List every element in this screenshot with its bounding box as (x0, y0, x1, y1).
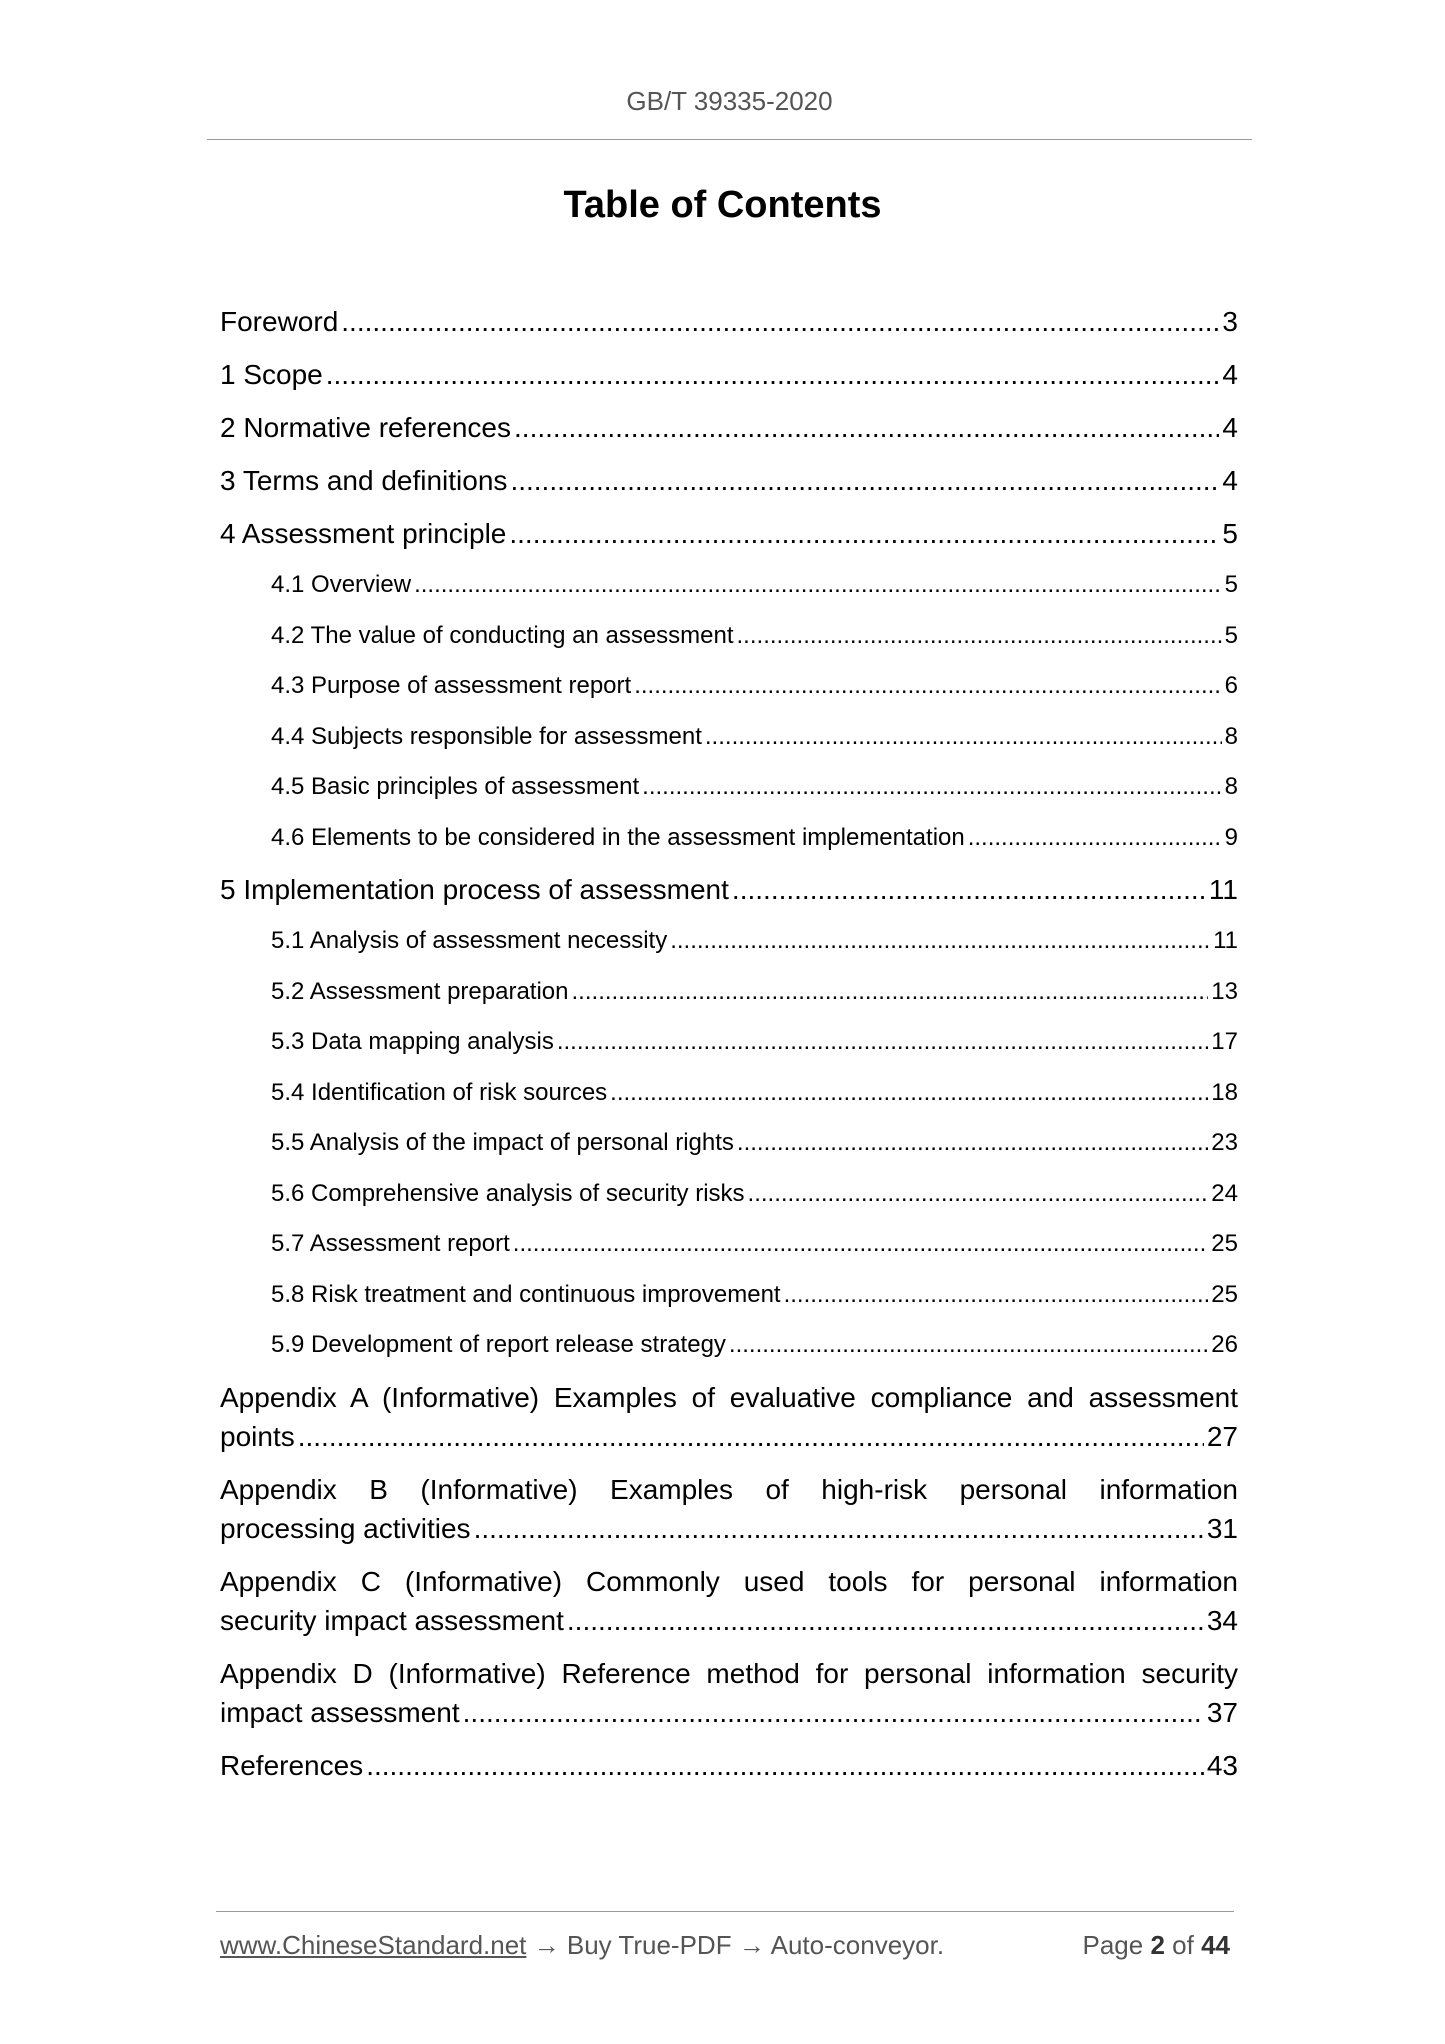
dot-leader (510, 454, 1219, 507)
of-label: of (1172, 1930, 1194, 1960)
toc-entry-title: 5.4 Identification of risk sources (271, 1078, 608, 1106)
website-link[interactable]: www.ChineseStandard.net (220, 1930, 527, 1960)
toc-page-number: 5 (1224, 621, 1238, 649)
dot-leader (737, 1118, 1208, 1169)
toc-entry-title-line2: points (220, 1420, 295, 1452)
toc-entry-title: Foreword (220, 306, 339, 337)
dot-leader (366, 1739, 1204, 1792)
toc-entry-title: 2 Normative references (220, 412, 512, 443)
toc-entry-implementation-process[interactable] (220, 863, 1238, 916)
toc-entry-4-1[interactable] (220, 560, 1238, 611)
toc-entry-5-7[interactable] (220, 1219, 1238, 1270)
dot-leader (414, 560, 1222, 611)
toc-entry-title: 5.5 Analysis of the impact of personal rights (271, 1129, 734, 1156)
toc-entry-title-line1: Appendix D (Informative) Reference method for personal information security (220, 1657, 1238, 1689)
dot-leader (326, 348, 1220, 401)
footer-promo (220, 1930, 944, 1961)
toc-page-number: 4 (1222, 465, 1238, 496)
toc-entry-title: 4 Assessment principle (220, 518, 507, 549)
toc-page-number: 26 (1211, 1331, 1238, 1358)
toc-entry-title: 4.3 Purpose of assessment report (271, 672, 632, 699)
toc-entry-5-5[interactable] (220, 1118, 1238, 1169)
toc-page-number: 9 (1224, 823, 1238, 851)
toc-entry-title: 4.5 Basic principles of assessment (271, 773, 640, 800)
toc-page-number: 11 (1213, 927, 1238, 954)
toc-entry-5-2[interactable] (220, 967, 1238, 1018)
toc-entry-4-4[interactable] (220, 712, 1238, 763)
dot-leader (341, 295, 1219, 348)
toc-page-number: 17 (1211, 1028, 1238, 1055)
toc-entry-title: 1 Scope (220, 359, 323, 390)
dot-leader (968, 813, 1222, 864)
arrow-icon: → (533, 1930, 560, 1960)
toc-page-number: 5 (1222, 518, 1238, 549)
toc-entry-5-3[interactable] (220, 1017, 1238, 1068)
current-page-number: 2 (1150, 1930, 1165, 1960)
toc-page-number: 6 (1224, 672, 1238, 699)
toc-entry-5-9[interactable] (220, 1320, 1238, 1371)
toc-entry-terms-definitions[interactable] (220, 454, 1238, 507)
toc-entry-title: 5.8 Risk treatment and continuous improvement (271, 1280, 781, 1308)
toc-entry-title: 3 Terms and definitions (220, 465, 508, 496)
page-label: Page (1082, 1930, 1144, 1960)
toc-entry-appendix-b[interactable] (220, 1463, 1238, 1555)
toc-entry-title-line2: security impact assessment (220, 1604, 564, 1636)
toc-entry-5-8[interactable] (220, 1270, 1238, 1321)
dot-leader (729, 1320, 1208, 1371)
toc-page-number: 8 (1224, 722, 1238, 750)
toc-entry-title: 4.6 Elements to be considered in the assessment implementation (271, 823, 965, 851)
dot-leader (784, 1270, 1209, 1321)
toc-entry-title: 5.3 Data mapping analysis (271, 1028, 554, 1055)
toc-entry-foreword[interactable] (220, 295, 1238, 348)
buy-true-pdf-text: Buy True-PDF (566, 1930, 732, 1960)
dot-leader (634, 661, 1221, 712)
toc-page-number: 25 (1211, 1280, 1238, 1308)
toc-entry-title-line1: Appendix A (Informative) Examples of evaluative compliance and assessment (220, 1381, 1238, 1413)
toc-page-number: 11 (1208, 874, 1238, 905)
toc-entry-title: 4.1 Overview (271, 571, 412, 598)
dot-leader (298, 1417, 1204, 1456)
toc-entry-scope[interactable] (220, 348, 1238, 401)
toc-entry-title-line1: Appendix B (Informative) Examples of high-risk personal information (220, 1473, 1238, 1505)
dot-leader (732, 863, 1206, 916)
toc-entry-appendix-c[interactable] (220, 1555, 1238, 1647)
toc-entry-title: 5.1 Analysis of assessment necessity (271, 927, 668, 954)
dot-leader (572, 967, 1209, 1018)
dot-leader (642, 762, 1221, 813)
dot-leader (610, 1068, 1208, 1119)
page-footer (220, 1930, 1230, 1961)
dot-leader (670, 916, 1210, 967)
toc-entry-title: 4.2 The value of conducting an assessment (271, 621, 734, 649)
dot-leader (463, 1693, 1204, 1732)
toc-entry-title: 5 Implementation process of assessment (220, 874, 729, 905)
toc-entry-assessment-principle[interactable] (220, 507, 1238, 560)
toc-entry-title: 5.6 Comprehensive analysis of security risks (271, 1179, 745, 1207)
toc-entry-5-4[interactable] (220, 1068, 1238, 1119)
toc-page-number: 27 (1206, 1420, 1238, 1452)
document-number-header: GB/T 39335-2020 (626, 86, 833, 116)
dot-leader (557, 1017, 1208, 1068)
toc-page-number: 13 (1211, 977, 1238, 1005)
toc-page-number: 34 (1206, 1604, 1238, 1636)
toc-entry-normative-references[interactable] (220, 401, 1238, 454)
toc-entry-title-line2: processing activities (220, 1512, 471, 1544)
dot-leader (567, 1601, 1204, 1640)
arrow-icon: → (738, 1930, 765, 1960)
dot-leader (509, 507, 1219, 560)
toc-entry-4-5[interactable] (220, 762, 1238, 813)
toc-entry-4-6[interactable] (220, 813, 1238, 864)
toc-page-number: 18 (1211, 1078, 1238, 1106)
toc-page-number: 31 (1206, 1512, 1238, 1544)
toc-entry-title: 5.7 Assessment report (271, 1230, 510, 1257)
dot-leader (705, 712, 1222, 763)
toc-page-number: 24 (1211, 1179, 1238, 1207)
toc-page-number: 23 (1211, 1129, 1238, 1156)
dot-leader (737, 611, 1222, 662)
toc-page-number: 4 (1222, 412, 1238, 443)
toc-page-number: 37 (1206, 1696, 1238, 1728)
toc-entry-title: 5.9 Development of report release strategy (271, 1331, 726, 1358)
dot-leader (514, 401, 1219, 454)
toc-entry-title-line2: impact assessment (220, 1696, 460, 1728)
dot-leader (474, 1509, 1204, 1548)
auto-conveyor-text: Auto-conveyor. (770, 1930, 945, 1960)
dot-leader (513, 1219, 1209, 1270)
toc-entry-5-6[interactable] (220, 1169, 1238, 1220)
dot-leader (748, 1169, 1209, 1220)
toc-entry-4-3[interactable] (220, 661, 1238, 712)
toc-entry-5-1[interactable] (220, 916, 1238, 967)
toc-entry-appendix-d[interactable] (220, 1647, 1238, 1739)
toc-page-number: 43 (1206, 1749, 1238, 1781)
toc-entry-title: 5.2 Assessment preparation (271, 977, 569, 1005)
toc-entry-references[interactable] (220, 1739, 1238, 1792)
toc-page-number: 8 (1224, 773, 1238, 800)
toc-entry-title: References (220, 1749, 364, 1781)
toc-entry-title: 4.4 Subjects responsible for assessment (271, 722, 702, 750)
page-indicator (1082, 1930, 1230, 1961)
toc-page-number: 5 (1224, 571, 1238, 598)
toc-entry-4-2[interactable] (220, 611, 1238, 662)
page-title: Table of Contents (563, 184, 882, 226)
header-divider (207, 139, 1252, 140)
toc-entry-appendix-a[interactable] (220, 1371, 1238, 1463)
table-of-contents (220, 295, 1238, 1792)
toc-entry-title-line1: Appendix C (Informative) Commonly used tools for personal information (220, 1565, 1238, 1597)
footer-divider (216, 1911, 1234, 1912)
toc-page-number: 3 (1222, 306, 1238, 337)
toc-page-number: 25 (1211, 1230, 1238, 1257)
toc-page-number: 4 (1222, 359, 1238, 390)
total-pages-number: 44 (1201, 1930, 1230, 1960)
